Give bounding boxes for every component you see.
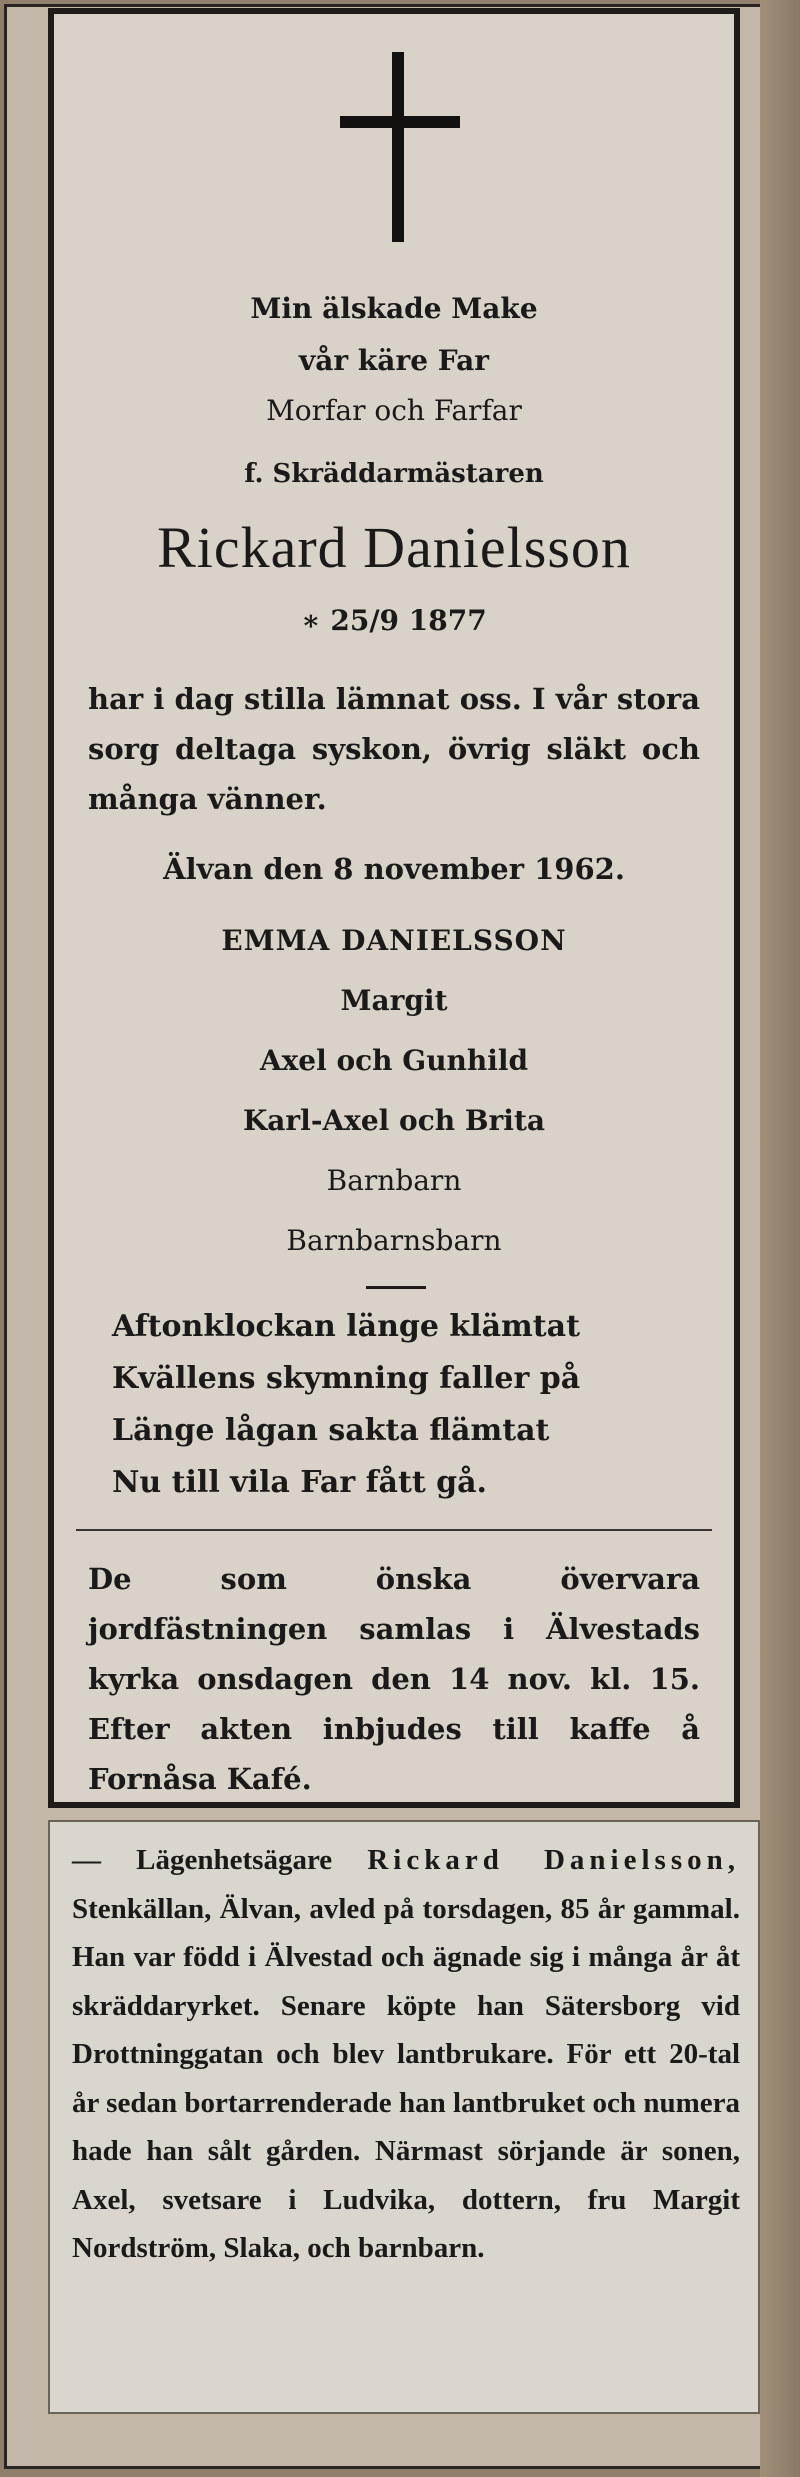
family-member: Karl-Axel och Brita	[242, 1104, 546, 1137]
family-member: Margit	[340, 984, 448, 1017]
poem-line: Aftonklockan länge klämtat	[112, 1309, 580, 1344]
funeral-info: De som önska övervara jordfästningen samlas i Älvestads kyrka onsdagen den 14 nov. kl. 15. Efter akten inbjudes till kaffe å Fornåsa Kafé.	[88, 1562, 700, 1796]
family-member: EMMA DANIELSSON	[221, 924, 567, 957]
poem-line: Länge lågan sakta flämtat	[112, 1413, 550, 1448]
background-strip	[760, 0, 800, 2477]
notice-line-3: Morfar och Farfar	[266, 394, 522, 427]
family-member: Barnbarn	[326, 1164, 462, 1197]
poem-line: Kvällens skymning faller på	[112, 1361, 581, 1396]
newspaper-clipping	[48, 1820, 760, 2414]
family-member: Axel och Gunhild	[259, 1044, 529, 1077]
clipping-lead: — Lägenhetsägare	[72, 1844, 333, 1876]
poem-line: Nu till vila Far fått gå.	[112, 1465, 487, 1500]
deceased-title: f. Skräddarmästaren	[244, 459, 544, 489]
cross-icon	[340, 52, 460, 242]
family-member: Barnbarnsbarn	[286, 1224, 502, 1257]
divider	[366, 1286, 426, 1289]
birth-date: ∗ 25/9 1877	[301, 604, 487, 637]
place-date: Älvan den 8 november 1962.	[163, 852, 625, 886]
divider	[76, 1529, 712, 1531]
clipping-body: Stenkällan, Älvan, avled på torsdagen, 85 år gammal. Han var född i Älvestad och ägnade sig i många år åt skräddaryrket. Senare köpte han Sätersborg vid Drottninggatan och blev lantbrukare. För ett 20-tal år sedan bortarrenderade han lantbruket och numera hade han sålt gården. Närmast sörjande är sonen, Axel, svetsare i Ludvika, dottern, fru Margit Nordström, Slaka, och barnbarn.	[72, 1892, 740, 2264]
clipping-name: Rickard Danielsson,	[367, 1844, 740, 1876]
clipping-text	[72, 1836, 740, 2273]
deceased-name: Rickard Danielsson	[157, 515, 631, 580]
notice-line-2: vår käre Far	[298, 344, 489, 377]
notice-line-1: Min älskade Make	[250, 292, 538, 325]
death-notice	[48, 8, 740, 1808]
announcement-text: har i dag stilla lämnat oss. I vår stora sorg deltaga syskon, övrig släkt och många vänner.	[88, 682, 700, 816]
